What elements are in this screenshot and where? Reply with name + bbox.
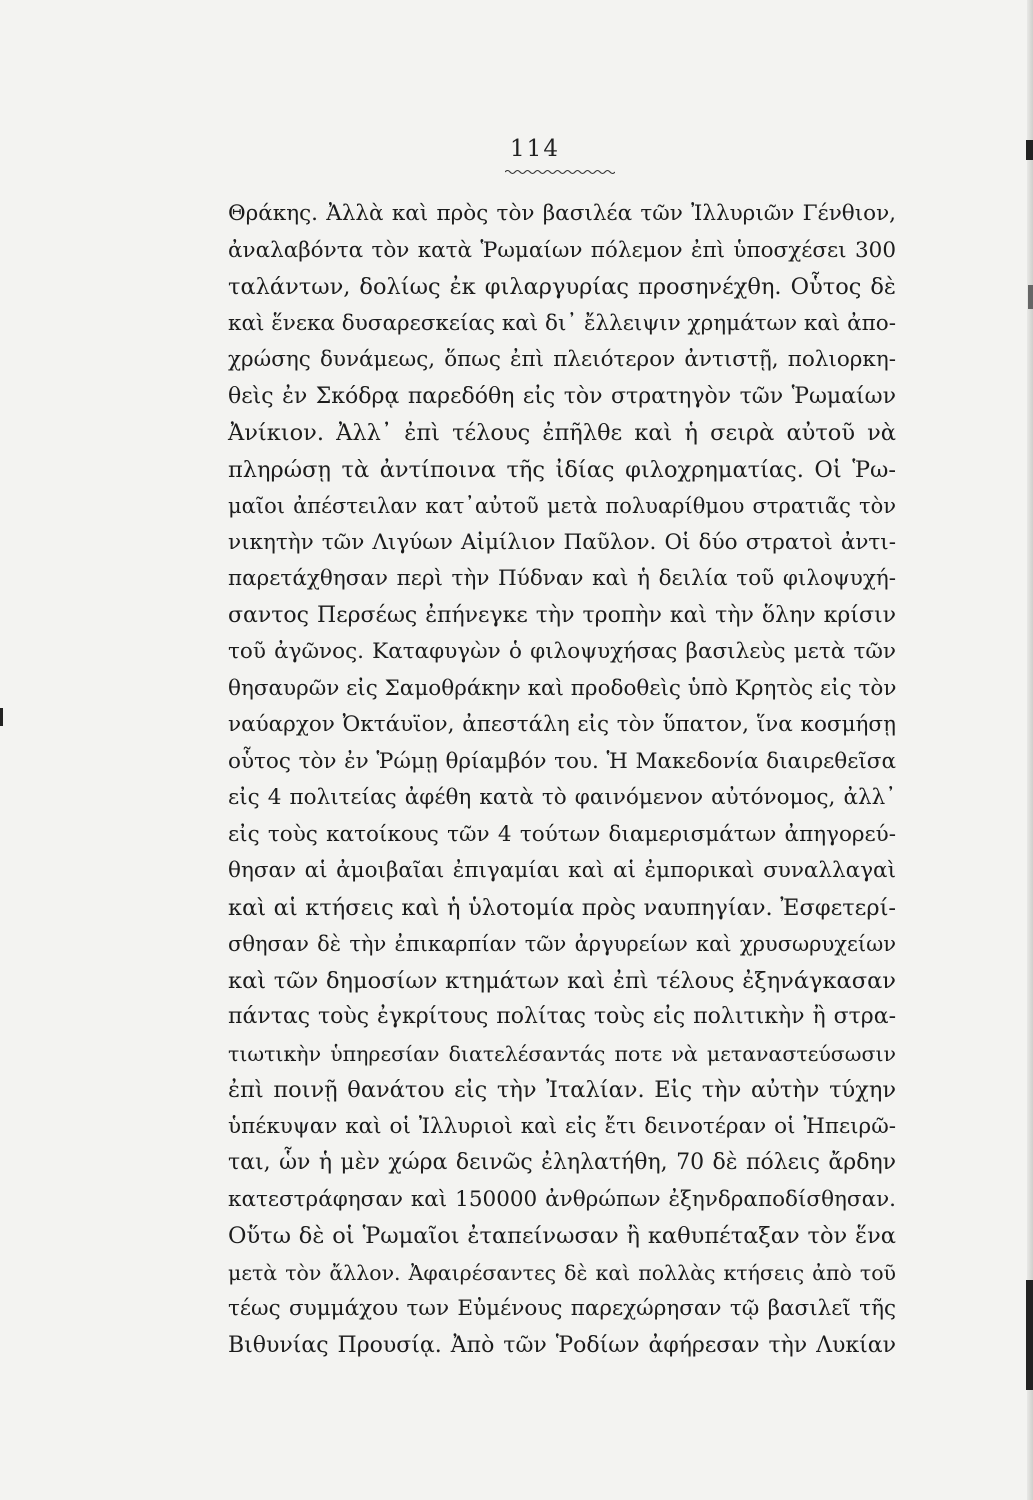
text-line: πάντας τοὺς ἐγκρίτους πολίτας τοὺς εἰς πολιτικὴν ἢ στρα- — [228, 1004, 896, 1029]
text-line: καὶ τῶν δημοσίων κτημάτων καὶ ἐπὶ τέλους ἐξηνάγκασαν — [228, 967, 896, 994]
text-line: μαῖοι ἀπέστειλαν κατ᾽αὐτοῦ μετὰ πολυαρίθμου στρατιᾶς τὸν — [228, 494, 896, 518]
text-line: Οὕτω δὲ οἱ Ῥωμαῖοι ἐταπείνωσαν ἢ καθυπέταξαν τὸν ἕνα — [228, 1223, 896, 1249]
binding-mark-middle — [1028, 285, 1033, 309]
page-number-ornament — [505, 168, 615, 176]
binding-mark-bottom — [1026, 1280, 1033, 1390]
text-line: ταλάντων, δολίως ἐκ φιλαργυρίας προσηνέχθη. Οὗτος δὲ — [228, 274, 896, 300]
text-line: ἀναλαβόντα τὸν κατὰ Ῥωμαίων πόλεμον ἐπὶ ὑποσχέσει 300 — [228, 237, 896, 263]
text-line: νικητὴν τῶν Λιγύων Αἰμίλιον Παῦλον. Οἱ δύο στρατοὶ ἀντι- — [228, 529, 896, 555]
text-line: χρώσης δυνάμεως, ὅπως ἐπὶ πλειότερον ἀντιστῇ, πολιορκη- — [228, 347, 896, 372]
text-line: Ἀνίκιον. Ἀλλ᾽ ἐπὶ τέλους ἐπῆλθε καὶ ἡ σειρὰ αὐτοῦ νὰ — [228, 420, 896, 446]
text-line: θησαυρῶν εἰς Σαμοθράκην καὶ προδοθεὶς ὑπὸ Κρητὸς εἰς τὸν — [228, 675, 897, 701]
binding-mark-top — [1026, 140, 1033, 160]
text-line: Βιθυνίας Προυσίᾳ. Ἀπὸ τῶν Ῥοδίων ἀφήρεσαν τὴν Λυκίαν — [228, 1332, 896, 1358]
text-line: καὶ αἱ κτήσεις καὶ ἡ ὑλοτομία πρὸς ναυπηγίαν. Ἐσφετερί- — [228, 894, 896, 921]
text-line: μετὰ τὸν ἄλλον. Ἀφαιρέσαντες δὲ καὶ πολλὰς κτήσεις ἀπὸ τοῦ — [228, 1260, 896, 1285]
text-line: τοῦ ἀγῶνος. Καταφυγὼν ὁ φιλοψυχήσας βασιλεὺς μετὰ τῶν — [228, 639, 896, 664]
text-line: πληρώσῃ τὰ ἀντίποινα τῆς ἰδίας φιλοχρηματίας. Οἱ Ῥω- — [228, 456, 896, 483]
binding-mark-left — [0, 708, 3, 726]
text-line: σθησαν δὲ τὴν ἐπικαρπίαν τῶν ἀργυρείων καὶ χρυσωρυχείων — [228, 932, 896, 956]
text-line: θησαν αἱ ἀμοιβαῖαι ἐπιγαμίαι καὶ αἱ ἐμπορικαὶ συναλλαγαὶ — [228, 858, 896, 883]
text-line: ἐπὶ ποινῇ θανάτου εἰς τὴν Ἰταλίαν. Εἰς τὴν αὐτὴν τύχην — [228, 1077, 896, 1103]
text-line: ται, ὧν ἡ μὲν χώρα δεινῶς ἐληλατήθη, 70 δὲ πόλεις ἄρδην — [228, 1150, 896, 1175]
text-line: θεὶς ἐν Σκόδρᾳ παρεδόθη εἰς τὸν στρατηγὸν τῶν Ῥωμαίων — [228, 383, 896, 409]
text-line: καὶ ἕνεκα δυσαρεσκείας καὶ δι᾽ ἔλλειψιν χρημάτων καὶ ἀπο- — [228, 310, 897, 336]
text-line: κατεστράφησαν καὶ 150000 ἀνθρώπων ἐξηνδραποδίσθησαν. — [228, 1186, 896, 1212]
text-line: ὑπέκυψαν καὶ οἱ Ἰλλυριοὶ καὶ εἰς ἔτι δεινοτέραν οἱ Ἠπειρῶ- — [228, 1113, 896, 1139]
text-line: ναύαρχον Ὀκτάυϊον, ἀπεστάλη εἰς τὸν ὕπατον, ἵνα κοσμήσῃ — [228, 712, 896, 737]
text-line: σαντος Περσέως ἐπήνεγκε τὴν τροπὴν καὶ τὴν ὅλην κρίσιν — [228, 602, 896, 628]
body-text — [228, 196, 896, 1364]
text-line: τέως συμμάχου των Εὐμένους παρεχώρησαν τῷ βασιλεῖ τῆς — [228, 1296, 896, 1321]
text-line: οὗτος τὸν ἐν Ῥώμῃ θρίαμβόν του. Ἡ Μακεδονία διαιρεθεῖσα — [228, 748, 896, 774]
text-line: Θράκης. Ἀλλὰ καὶ πρὸς τὸν βασιλέα τῶν Ἰλλυριῶν Γένθιον, — [228, 201, 896, 226]
page-edge — [1027, 0, 1033, 1500]
text-line: παρετάχθησαν περὶ τὴν Πύδναν καὶ ἡ δειλία τοῦ φιλοψυχή- — [228, 566, 896, 591]
text-line: τιωτικὴν ὑπηρεσίαν διατελέσαντάς ποτε νὰ μεταναστεύσωσιν — [228, 1041, 896, 1066]
text-line: εἰς τοὺς κατοίκους τῶν 4 τούτων διαμερισμάτων ἀπηγορεύ- — [228, 821, 896, 847]
text-line: εἰς 4 πολιτείας ἀφέθη κατὰ τὸ φαινόμενον αὐτόνομος, ἀλλ᾽ — [228, 785, 896, 810]
page-number: 114 — [510, 136, 560, 162]
